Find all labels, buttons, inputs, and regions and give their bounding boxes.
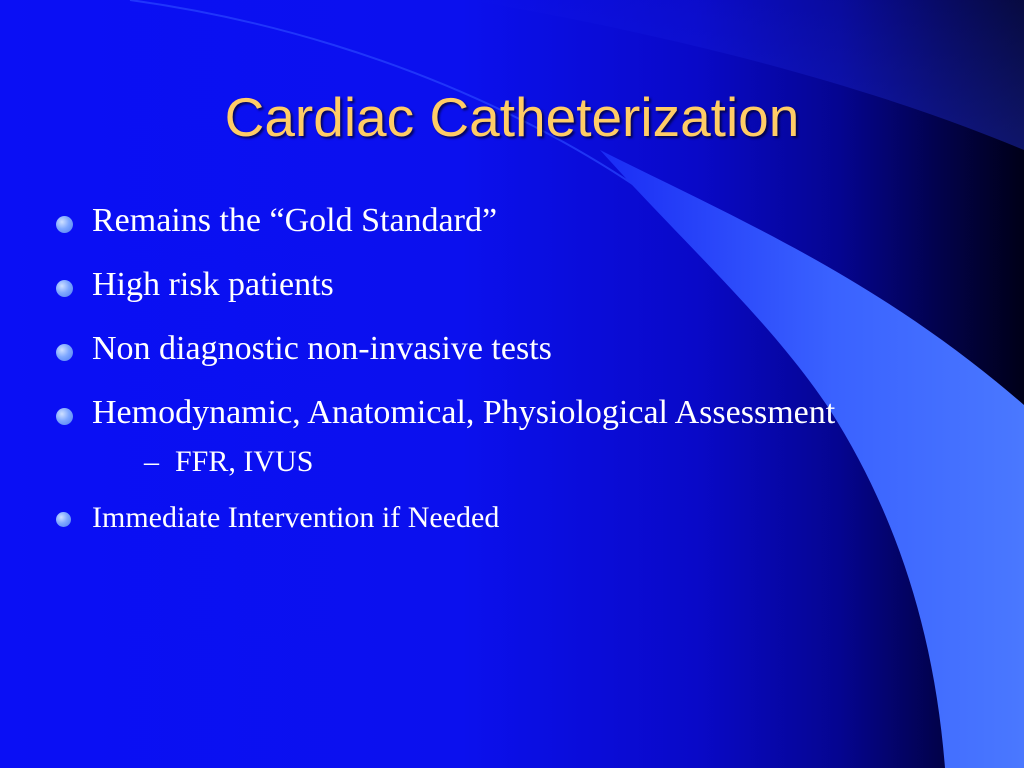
bullet-item bbox=[54, 386, 894, 484]
sub-bullet-text: FFR, IVUS bbox=[175, 445, 314, 478]
bullet-text: High risk patients bbox=[92, 266, 334, 303]
slide-title: Cardiac Catheterization bbox=[224, 86, 800, 148]
bullet-dot-icon bbox=[56, 408, 73, 425]
bullet-item bbox=[54, 258, 894, 312]
bullet-text: Hemodynamic, Anatomical, Physiological Assessment bbox=[92, 394, 836, 431]
dash-marker-icon: – bbox=[144, 445, 159, 478]
sub-bullet-item bbox=[92, 440, 894, 484]
bullet-item bbox=[54, 194, 894, 248]
bullet-list bbox=[54, 194, 894, 552]
bullet-dot-icon bbox=[56, 216, 73, 233]
bullet-dot-icon bbox=[56, 512, 71, 527]
sub-bullet-list bbox=[92, 440, 894, 484]
bullet-item bbox=[54, 494, 894, 542]
bullet-dot-icon bbox=[56, 344, 73, 361]
bullet-text: Immediate Intervention if Needed bbox=[92, 501, 500, 534]
bullet-dot-icon bbox=[56, 280, 73, 297]
bullet-text: Non diagnostic non-invasive tests bbox=[92, 330, 552, 367]
bullet-item bbox=[54, 322, 894, 376]
bullet-text: Remains the “Gold Standard” bbox=[92, 202, 498, 239]
